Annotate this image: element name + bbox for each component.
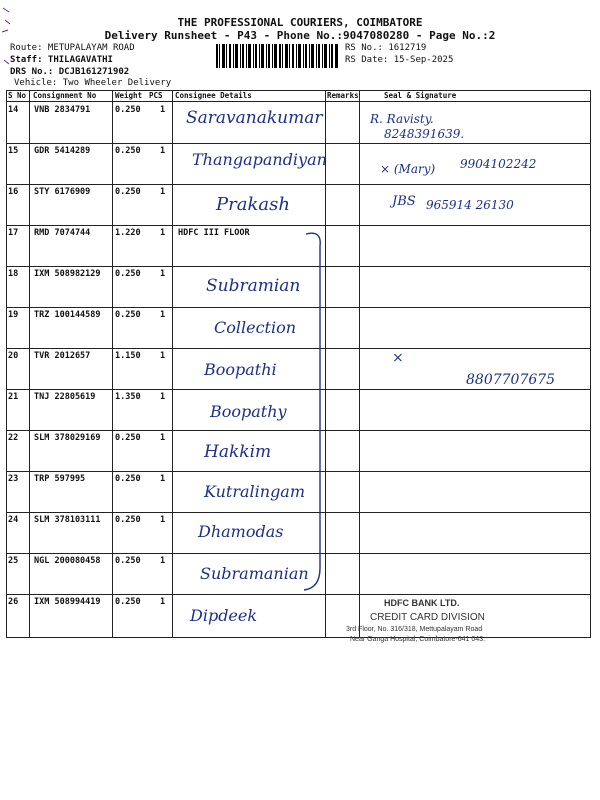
stamp-bank-name: HDFC BANK LTD. [384,598,460,608]
cell-consignment: NGL 200080458 [34,556,101,566]
cell-pcs: 1 [160,392,166,402]
handwritten-name: Boopathi [204,360,277,379]
cell-sno: 15 [8,146,19,156]
cell-pcs: 1 [160,597,166,607]
table-row [6,512,591,553]
cell-consignment: STY 6176909 [34,187,91,197]
cell-sno: 18 [8,269,19,279]
cell-weight: 0.250 [115,269,141,279]
handwritten-phone: 965914 26130 [426,198,514,212]
cell-pcs: 1 [160,187,166,197]
route-label: Route: METUPALAYAM ROAD [10,43,135,53]
cell-consignee-details: HDFC III FLOOR [178,228,250,238]
cell-pcs: 1 [160,310,166,320]
cell-sno: 17 [8,228,19,238]
col-header-consignee: Consignee Details [175,91,252,100]
handwritten-name: Saravanakumar [186,108,323,128]
cell-pcs: 1 [160,269,166,279]
cell-pcs: 1 [160,146,166,156]
cell-sno: 26 [8,597,19,607]
col-header-sno: S No [8,91,27,100]
table-row [6,389,591,430]
runsheet-subtitle: Delivery Runsheet - P43 - Phone No.:9047080280 - Page No.:2 [104,29,496,42]
cell-weight: 1.150 [115,351,141,361]
cell-weight: 1.350 [115,392,141,402]
cell-consignment: TRP 597995 [34,474,86,484]
cell-consignment: TNJ 22805619 [34,392,96,402]
handwritten-name: Dipdeek [190,606,258,625]
handwritten-name: Collection [214,318,297,337]
cell-sno: 14 [8,105,19,115]
cell-consignment: TRZ 100144589 [34,310,101,320]
cell-pcs: 1 [160,228,166,238]
drs-label: DRS No.: DCJB161271902 [10,67,130,77]
table-row [6,225,591,266]
cell-weight: 1.220 [115,228,141,238]
cell-weight: 0.250 [115,187,141,197]
cell-weight: 0.250 [115,105,141,115]
cell-sno: 23 [8,474,19,484]
cell-weight: 0.250 [115,146,141,156]
col-header-signature: Seal & Signature [384,91,457,100]
handwritten-bracket [300,228,340,598]
cell-pcs: 1 [160,474,166,484]
cell-weight: 0.250 [115,556,141,566]
cell-weight: 0.250 [115,515,141,525]
cell-pcs: 1 [160,433,166,443]
col-header-remarks: Remarks [327,91,359,100]
vehicle-label: Vehicle: Two Wheeler Delivery [14,78,172,88]
cell-consignment: SLM 378029169 [34,433,101,443]
col-header-consignment: Consignment No [33,91,97,100]
cell-weight: 0.250 [115,597,141,607]
cell-consignment: IXM 508994419 [34,597,101,607]
handwritten-name: Subramian [206,276,301,296]
table-row [6,430,591,471]
table-row [6,307,591,348]
cell-pcs: 1 [160,351,166,361]
cell-consignment: GDR 5414289 [34,146,91,156]
cell-sno: 16 [8,187,19,197]
cell-sno: 21 [8,392,19,402]
cell-sno: 19 [8,310,19,320]
cell-consignment: VNB 2834791 [34,105,91,115]
stamp-division: CREDIT CARD DIVISION [370,612,485,623]
staff-label: Staff: THILAGAVATHI [10,55,113,65]
col-header-pcs: PCS [149,91,163,100]
handwritten-name: Kutralingam [204,482,306,501]
handwritten-name: Boopathy [210,402,287,421]
handwritten-name: Thangapandiyan [192,150,327,169]
rs-number: RS No.: 1612719 [345,43,427,53]
handwritten-phone: 9904102242 [460,157,537,171]
company-title: THE PROFESSIONAL COURIERS, COIMBATORE [177,16,423,29]
cell-sno: 24 [8,515,19,525]
handwritten-signature: × [392,350,404,366]
cell-weight: 0.250 [115,433,141,443]
cell-consignment: TVR 2012657 [34,351,91,361]
cell-weight: 0.250 [115,474,141,484]
rs-date: RS Date: 15-Sep-2025 [345,55,454,65]
cell-weight: 0.250 [115,310,141,320]
col-header-weight: Weight [115,91,143,100]
handwritten-signature: R. Ravisty. [370,112,434,126]
handwritten-name: Dhamodas [198,522,284,541]
handwritten-phone: 8248391639. [384,127,465,141]
handwritten-name: Subramanian [200,564,309,583]
cell-sno: 22 [8,433,19,443]
cell-consignment: IXM 508982129 [34,269,101,279]
cell-consignment: RMD 7074744 [34,228,91,238]
cell-sno: 25 [8,556,19,566]
handwritten-signature: JBS [392,194,416,209]
handwritten-signature: × (Mary) [380,162,436,176]
stamp-address-line: 3rd Floor, No. 316/318, Mettupalayam Road [346,626,483,633]
cell-consignment: SLM 378103111 [34,515,101,525]
handwritten-phone: 8807707675 [466,372,556,388]
stamp-address-line: Near Ganga Hospital, Coimbatore-641 043. [350,636,486,643]
handwritten-name: Hakkim [204,442,272,462]
barcode [216,44,338,68]
handwritten-name: Prakash [216,194,290,215]
cell-pcs: 1 [160,515,166,525]
cell-pcs: 1 [160,556,166,566]
cell-pcs: 1 [160,105,166,115]
bank-stamp [338,592,508,644]
cell-sno: 20 [8,351,19,361]
